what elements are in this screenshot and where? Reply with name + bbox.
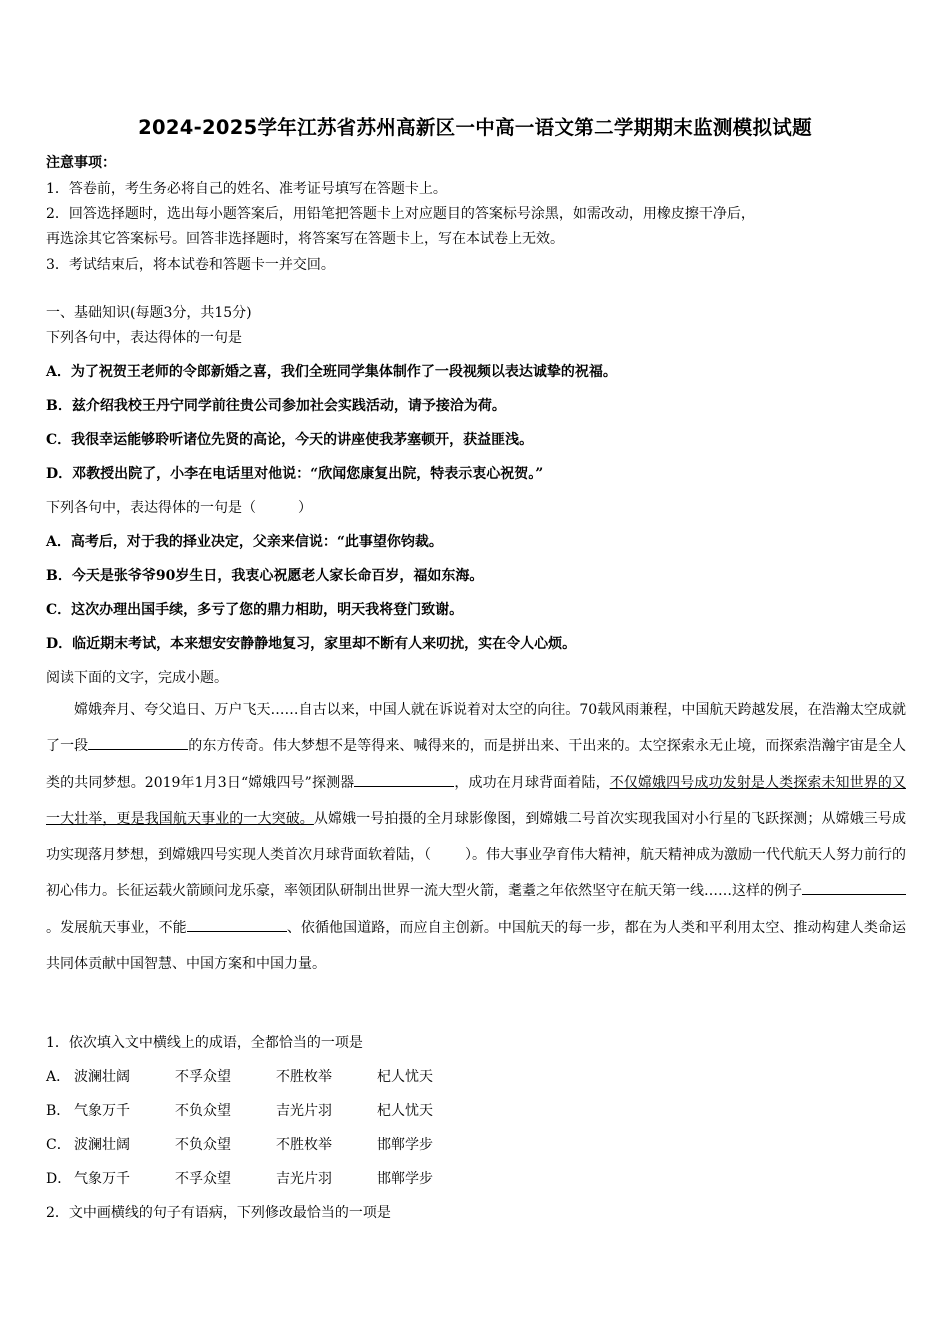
- passage-text: 的东方传奇。伟大梦想不是等得来、喊得来的，而是拼出来、干出来的。太空探索永无止境，而探索浩瀚宇宙是全人类的共同梦想。2019年1月3日“嫦娥四号”探测器: [46, 738, 907, 791]
- option-label: B．: [46, 1103, 71, 1119]
- choice: 邯郸学步: [377, 1137, 433, 1153]
- section-heading: 一、基础知识(每题3分，共15分): [46, 305, 252, 321]
- option-a: A．高考后，对于我的择业决定，父亲来信说：“此事望你钧裁。: [46, 534, 443, 550]
- option-label: C．: [46, 1137, 71, 1153]
- fill-blank: [354, 772, 454, 787]
- fill-blank: [88, 735, 188, 750]
- option-label: D．: [46, 1171, 72, 1187]
- choice-row: [46, 1134, 478, 1154]
- page-title: 2024-2025学年江苏省苏州高新区一中高一语文第二学期期末监测模拟试题: [138, 116, 812, 139]
- notice-item: 再选涂其它答案标号。回答非选择题时，将答案写在答题卡上，写在本试卷上无效。: [46, 231, 564, 247]
- choice-row: [46, 1066, 478, 1086]
- choice-row: [46, 1168, 478, 1188]
- fill-blank: [187, 917, 287, 932]
- underlined-sentence: 不仅嫦娥四号成功发射是人类探索未知世界的又一大壮举，更是我国航天事业的一大突破。: [46, 774, 906, 827]
- choice: 波澜壮阔: [74, 1137, 130, 1153]
- question-stem: 下列各句中，表达得体的一句是: [46, 330, 242, 346]
- choice: 吉光片羽: [276, 1103, 332, 1119]
- notice-item: 2．回答选择题时，选出每小题答案后，用铅笔把答题卡上对应题目的答案标号涂黑，如需改动，用橡皮擦干净后，: [46, 206, 755, 222]
- choice: 不孚众望: [175, 1171, 231, 1187]
- choice: 不孚众望: [175, 1069, 231, 1085]
- choice-row: [46, 1100, 478, 1120]
- choice: 邯郸学步: [377, 1171, 433, 1187]
- choice: 气象万千: [74, 1171, 130, 1187]
- notice-item: 1．答卷前，考生务必将自己的姓名、准考证号填写在答题卡上。: [46, 181, 447, 197]
- fill-blank: [802, 880, 906, 895]
- notice-heading: 注意事项：: [46, 155, 116, 171]
- sub-question-stem: 2．文中画横线的句子有语病，下列修改最恰当的一项是: [46, 1205, 391, 1221]
- choice: 气象万千: [74, 1103, 130, 1119]
- passage-text: 。发展航天事业，不能: [46, 919, 187, 936]
- option-c: C．这次办理出国手续，多亏了您的鼎力相助，明天我将登门致谢。: [46, 602, 464, 618]
- choice: 不胜枚举: [276, 1069, 332, 1085]
- option-label: A．: [46, 1069, 71, 1085]
- stem-text: 下列各句中，表达得体的一句是（: [46, 500, 256, 516]
- passage-text: ）。伟大事业孕育伟大精神，航天精神成为激励一代代航天人努力前行的初心伟力。长征运载火箭顾问龙乐豪，率领团队研制出世界一流大型火箭，耄耋之年依然坚守在航天第一线……这样的例子: [46, 847, 906, 900]
- passage-text: 嫦娥奔月、夸父追日、万户飞天……自古以来，中国人就在诉说着对太空的向往。70载风雨兼程，中国航天跨越发展，在浩瀚太空成就了一段: [46, 702, 906, 755]
- reading-intro: 阅读下面的文字，完成小题。: [46, 670, 228, 686]
- option-d: D．临近期末考试，本来想安安静静地复习，家里却不断有人来叨扰，实在令人心烦。: [46, 636, 577, 652]
- option-d: D．邓教授出院了，小李在电话里对他说：“欣闻您康复出院，特表示衷心祝贺。”: [46, 466, 544, 482]
- choice: 不胜枚举: [276, 1137, 332, 1153]
- sub-question-stem: 1．依次填入文中横线上的成语，全都恰当的一项是: [46, 1035, 363, 1051]
- choice: 不负众望: [175, 1103, 231, 1119]
- passage-text: ，成功在月球背面着陆，: [454, 774, 610, 791]
- choice: 杞人忧天: [377, 1069, 433, 1085]
- reading-passage: [46, 692, 906, 982]
- stem-text: ）: [298, 500, 312, 516]
- choice: 杞人忧天: [377, 1103, 433, 1119]
- choice: 吉光片羽: [276, 1171, 332, 1187]
- choice: 不负众望: [175, 1137, 231, 1153]
- choice: 波澜壮阔: [74, 1069, 130, 1085]
- option-b: B．兹介绍我校王丹宁同学前往贵公司参加社会实践活动，请予接洽为荷。: [46, 398, 506, 414]
- option-c: C．我很幸运能够聆听诸位先贤的高论，今天的讲座使我茅塞顿开，获益匪浅。: [46, 432, 534, 448]
- question-stem: [46, 497, 312, 517]
- option-b: B．今天是张爷爷90岁生日，我衷心祝愿老人家长命百岁，福如东海。: [46, 568, 484, 584]
- notice-item: 3．考试结束后，将本试卷和答题卡一并交回。: [46, 257, 335, 273]
- passage-text: 、依循他国道路，而应自主创新。中国航天的每一步，都在为人类和平利用太空、推动构建人类命运共同体贡献中国智慧、中国方案和中国力量。: [46, 919, 907, 973]
- option-a: A．为了祝贺王老师的令郎新婚之喜，我们全班同学集体制作了一段视频以表达诚挚的祝福。: [46, 364, 617, 380]
- passage-text: 从嫦娥一号拍摄的全月球影像图，到嫦娥二号首次实现我国对小行星的飞跃探测；从嫦娥三号成功实现落月梦想，到嫦娥四号实现人类首次月球背面软着陆，（: [46, 810, 907, 864]
